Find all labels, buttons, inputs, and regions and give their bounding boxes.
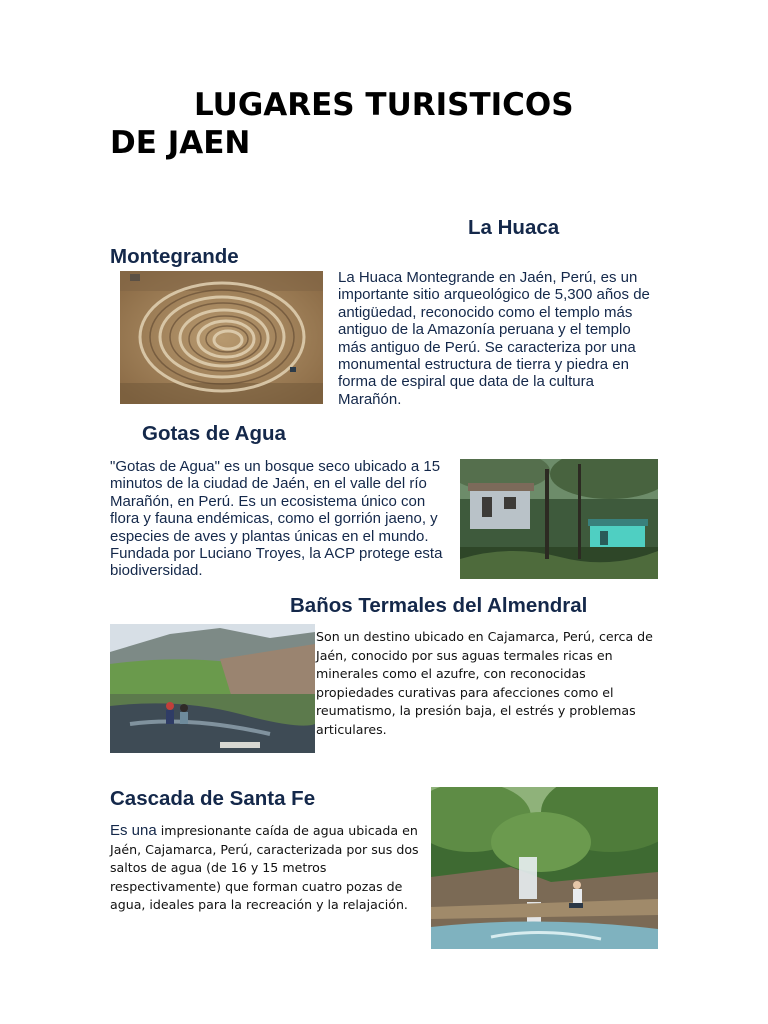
banos-termales-photo <box>110 624 315 753</box>
cascada-description-rest: impresionante caída de agua ubicada en Jaén, Cajamarca, Perú, caracterizada por sus dos saltos de agua (de 16 y 15 metros respectivamente) que forman cuatro pozas de agua, ideales para la recreación y la relajación. <box>110 823 419 913</box>
cascada-heading: Cascada de Santa Fe <box>110 787 316 810</box>
huaca-description: La Huaca Montegrande en Jaén, Perú, es un importante sitio arqueológico de 5,300 años de antigüedad, reconocido como el templo más antiguo de la Amazonía peruana y el templo más antiguo de Perú. Se caracteriza por una monumental estructura de tierra y piedra en forma de espiral que data de la cultura Marañón. <box>338 269 650 408</box>
title-line-1: LUGARES TURISTICOS <box>194 87 574 123</box>
banos-description: Son un destino ubicado en Cajamarca, Perú, cerca de Jaén, conocido por sus aguas termales ricas en minerales como el azufre, con reconocidas propiedades curativas para afecciones como el reumatismo, la presión baja, el estrés y problemas articulares. <box>316 629 653 737</box>
cascada-description <box>110 822 422 915</box>
huaca-heading-part1: La Huaca <box>468 216 560 239</box>
huaca-montegrande-photo <box>120 271 323 404</box>
title-line-2: DE JAEN <box>110 125 251 161</box>
banos-heading: Baños Termales del Almendral <box>290 594 588 617</box>
huaca-heading-part2: Montegrande <box>110 245 239 268</box>
page-title <box>110 86 670 162</box>
gotas-description: "Gotas de Agua" es un bosque seco ubicado a 15 minutos de la ciudad de Jaén, en el valle del río Marañón, en Perú. Es un ecosistema único con flora y fauna endémicas, como el gorrión jaeno, y especies de aves y plantas únicas en el mundo. Fundada por Luciano Troyes, la ACP protege esta biodiversidad. <box>110 458 443 580</box>
cascada-santa-fe-photo <box>431 787 658 949</box>
cascada-description-lead: Es una <box>110 822 157 839</box>
gotas-de-agua-photo <box>460 459 658 579</box>
gotas-heading: Gotas de Agua <box>142 422 286 445</box>
